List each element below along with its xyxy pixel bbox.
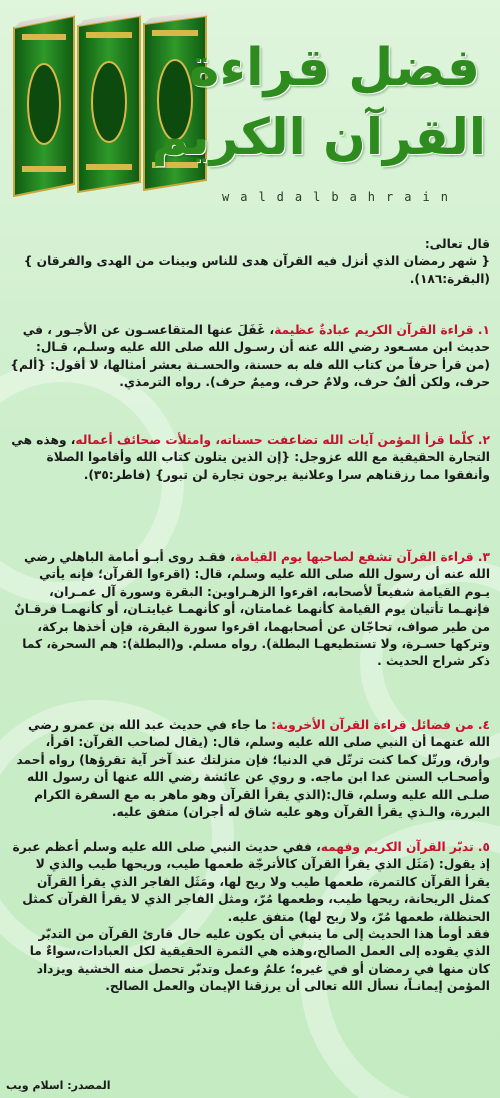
intro	[20, 236, 490, 288]
book-volume-1	[14, 10, 80, 196]
page-title-line-1: فضل قراءة	[188, 38, 480, 98]
point-3	[10, 549, 490, 671]
point-4	[10, 717, 490, 821]
point-heading: تدبّر القرآن الكريم وفهمه	[320, 840, 474, 854]
source-credit: المصدر: اسلام ويب	[6, 1079, 111, 1092]
page-title-line-2: القرآن الكريم	[151, 108, 486, 166]
point-1	[10, 322, 490, 392]
quran-books-illustration	[8, 6, 213, 198]
point-text: ما جاء في حديث عبد الله بن عمرو رضي الله عنهما أن النبي صلى الله عليه وسلم، قال: (يقال لصاحب القرآن: اقرأ، وارق، ورتّل كما كنت ترتّل في الدنيا؛ فإن منزلتك عند آخر آية تقرؤها) رواه أحمد وأصحـاب السنن عدا ابن ماجه. و روي عن عائشة رضي الله عنها أن رسول الله صلـى الله عليه وسلم، قال:(الذي يقرأ القرآن وهو ماهر به مع السفرة الكرام البررة، والـذي يقرأ القرآن وهو عليه شاق له أجران) متفق عليه.	[16, 718, 490, 820]
header	[0, 0, 500, 225]
intro-verse: { شهر رمضان الذي أنزل فيه القرآن هدى للناس وبينات من الهدى والفرقان } (البقرة:١٨٦).	[23, 254, 490, 286]
point-number: ٣.	[477, 550, 490, 564]
point-text: ، غَفَلَ عنها المتقاعسـون عن الأجـور ، في حديث ابن مسـعود رضي الله عنه أن رسـول الله صلى الله عليه وسلـم، قـال: (من قرأ حرفاً من كتاب الله فله به حسنة، والحسـنة بعشر أمثالها، لا أقول: {ألم} حرف، ولكن ألفٌ حرف، ولامٌ حرف، وميمٌ حرف). رواه الترمذي.	[10, 323, 490, 390]
point-heading: كلّما قرأ المؤمن آيات الله تضاعفت حسناته، وامتلأت صحائف أعماله	[75, 433, 474, 447]
point-number: ٢.	[477, 433, 490, 447]
site-name: waldalbahrain	[222, 190, 459, 204]
point-number: ٤.	[477, 718, 490, 732]
point-number: ٥.	[477, 840, 490, 854]
point-heading: قراءة القرآن تشفع لصاحبها يوم القيامة	[234, 550, 474, 564]
point-5	[10, 839, 490, 996]
closing-paragraph: فقد أومأ هذا الحديث إلى ما ينبغي أن يكون عليه حال قارئ القرآن من التدبّر الذي يقوده إلى العمل الصالح،وهذه هي الثمرة الحقيقية لكل العبادات،سواءٌ ما كان منها في رمضان أو في غيره؛ علمٌ وعمل وتدبّر تحصل منه الخشية ويزداد المؤمن إيمانـاً، نسأل الله تعالى أن يرزقنا الإيمان والعمل الصالح.	[29, 927, 490, 994]
point-text: ، فقـد روى أبـو أمامة الباهلي رضي الله عنه أن رسول الله صلى الله عليه وسلم، قال: (اقرءوا القرآن؛ فإنه يأتي يـوم القيامة شفيعاً لأصحابه، اقرءوا الزهـراوين: البقرة وسورة آل عمـران، فإنهـما تأتيان يوم القيامة كأنهما غمامتان، أو كأنهمـا غيايتـان، أو كأنهمـا فرقـانٌ من طير صواف، تحاجّان عن أصحابهما، اقرءوا سورة البقرة، فإن أخذها بركة، وتركها حسـرة، ولا تستطيعهـا البطلة). رواه مسلم. و(البطلة): هم السحرة، كما ذكر شراح الحديث .	[14, 550, 490, 669]
point-text: ، وهذه هي التجارة الحقيقية مع الله عزوجل: {إن الذين يتلون كتاب الله وأقاموا الصلاة وأنفقوا مما رزقناهم سرا وعلانية يرجون تجارة لن تبور} (فاطر:٣٥).	[11, 433, 490, 482]
point-number: ١.	[477, 323, 490, 337]
point-text: ، ففي حديث النبي صلى الله عليه وسلم أعظم عبرة إذ يقول: (مَثَل الذي يقرأ القرآن كالأترجّة طعمها طيب، وريحها طيب والذي لا يقرأ القرآن كالتمرة، طعمها طيب ولا ريح لها، ومَثَل الفاجر الذي يقرأ القرآن كمثل الريحانة، ريحها طيب، وطعمها مُرّ، ومثل الفاجر الذي لا يقرأ القرآن كمثل الحنظلة، طعمها مُرّ، ولا ريح لها) متفق عليه.	[12, 840, 490, 924]
point-heading: من فضائل قراءة القرآن الأخروية:	[271, 718, 474, 732]
book-volume-2	[78, 10, 146, 192]
point-heading: قراءة القرآن الكريم عبادةٌ عظيمة	[274, 323, 474, 337]
point-2	[10, 432, 490, 484]
intro-label: قال تعالى:	[424, 237, 490, 251]
